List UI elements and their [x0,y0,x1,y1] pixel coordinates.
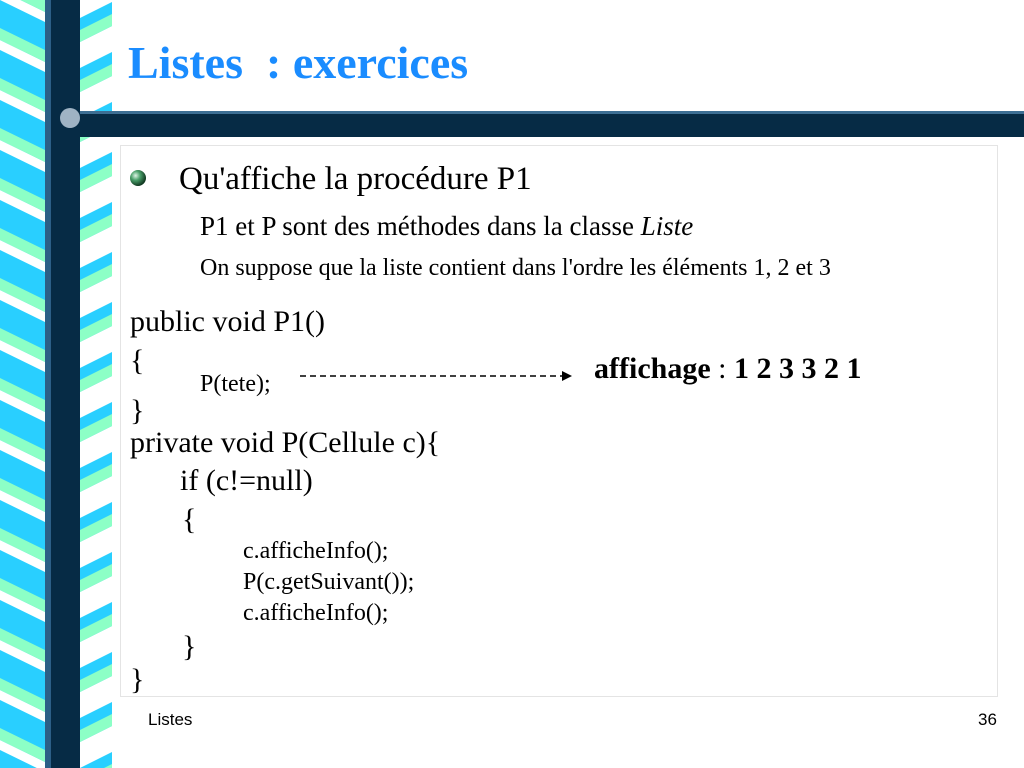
output-value: 1 2 3 3 2 1 [733,352,862,385]
code-line-4: } [130,394,145,427]
output-result [594,354,861,384]
code-line-11: } [182,630,197,663]
header-rule-knob [60,108,80,128]
code-line-1: public void P1() [130,305,325,338]
code-line-9: P(c.getSuivant()); [243,569,415,595]
code-line-2: { [130,344,145,377]
methods-note [200,213,693,240]
question-text: Qu'affiche la procédure P1 [179,161,532,197]
footer-label: Listes [148,710,193,729]
code-line-10: c.afficheInfo(); [243,600,389,626]
slide-title: Listes : exercices [128,37,469,88]
header-rule [80,111,1024,137]
code-line-12: } [130,663,145,696]
page-number: 36 [978,710,997,729]
code-line-8: c.afficheInfo(); [243,538,389,564]
methods-note-text: P1 et P sont des méthodes dans la classe [200,211,641,241]
code-line-5: private void P(Cellule c){ [130,426,441,459]
header-rule-highlight [80,111,1024,114]
output-separator: : [710,352,734,385]
green-sphere-bullet-icon [128,168,148,188]
code-line-3: P(tete); [200,371,271,397]
output-label: affichage [594,352,711,385]
assumption-note: On suppose que la liste contient dans l'ordre les éléments 1, 2 et 3 [200,255,831,281]
code-line-7: { [182,503,197,536]
code-line-6: if (c!=null) [180,464,313,497]
class-name: Liste [640,211,694,241]
